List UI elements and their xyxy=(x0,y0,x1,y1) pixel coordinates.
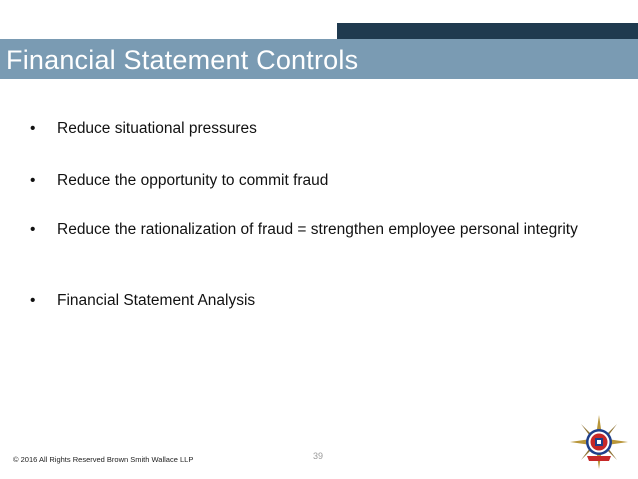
bullet-text: Reduce situational pressures xyxy=(57,120,257,137)
bullet-marker: • xyxy=(30,172,36,189)
bullet-marker: • xyxy=(30,292,36,309)
compass-rose-logo-icon xyxy=(569,414,629,470)
page-number: 39 xyxy=(313,451,324,461)
bullet-text: Reduce the opportunity to commit fraud xyxy=(57,172,329,189)
footer-copyright: © 2016 All Rights Reserved Brown Smith Wallace LLP xyxy=(13,455,194,464)
slide-title: Financial Statement Controls xyxy=(6,45,359,75)
bullet-marker: • xyxy=(30,221,36,238)
bullet-text: Financial Statement Analysis xyxy=(57,292,256,309)
bullet-text: Reduce the rationalization of fraud = strengthen employee personal integrity xyxy=(57,221,578,238)
bullet-marker: • xyxy=(30,120,36,137)
